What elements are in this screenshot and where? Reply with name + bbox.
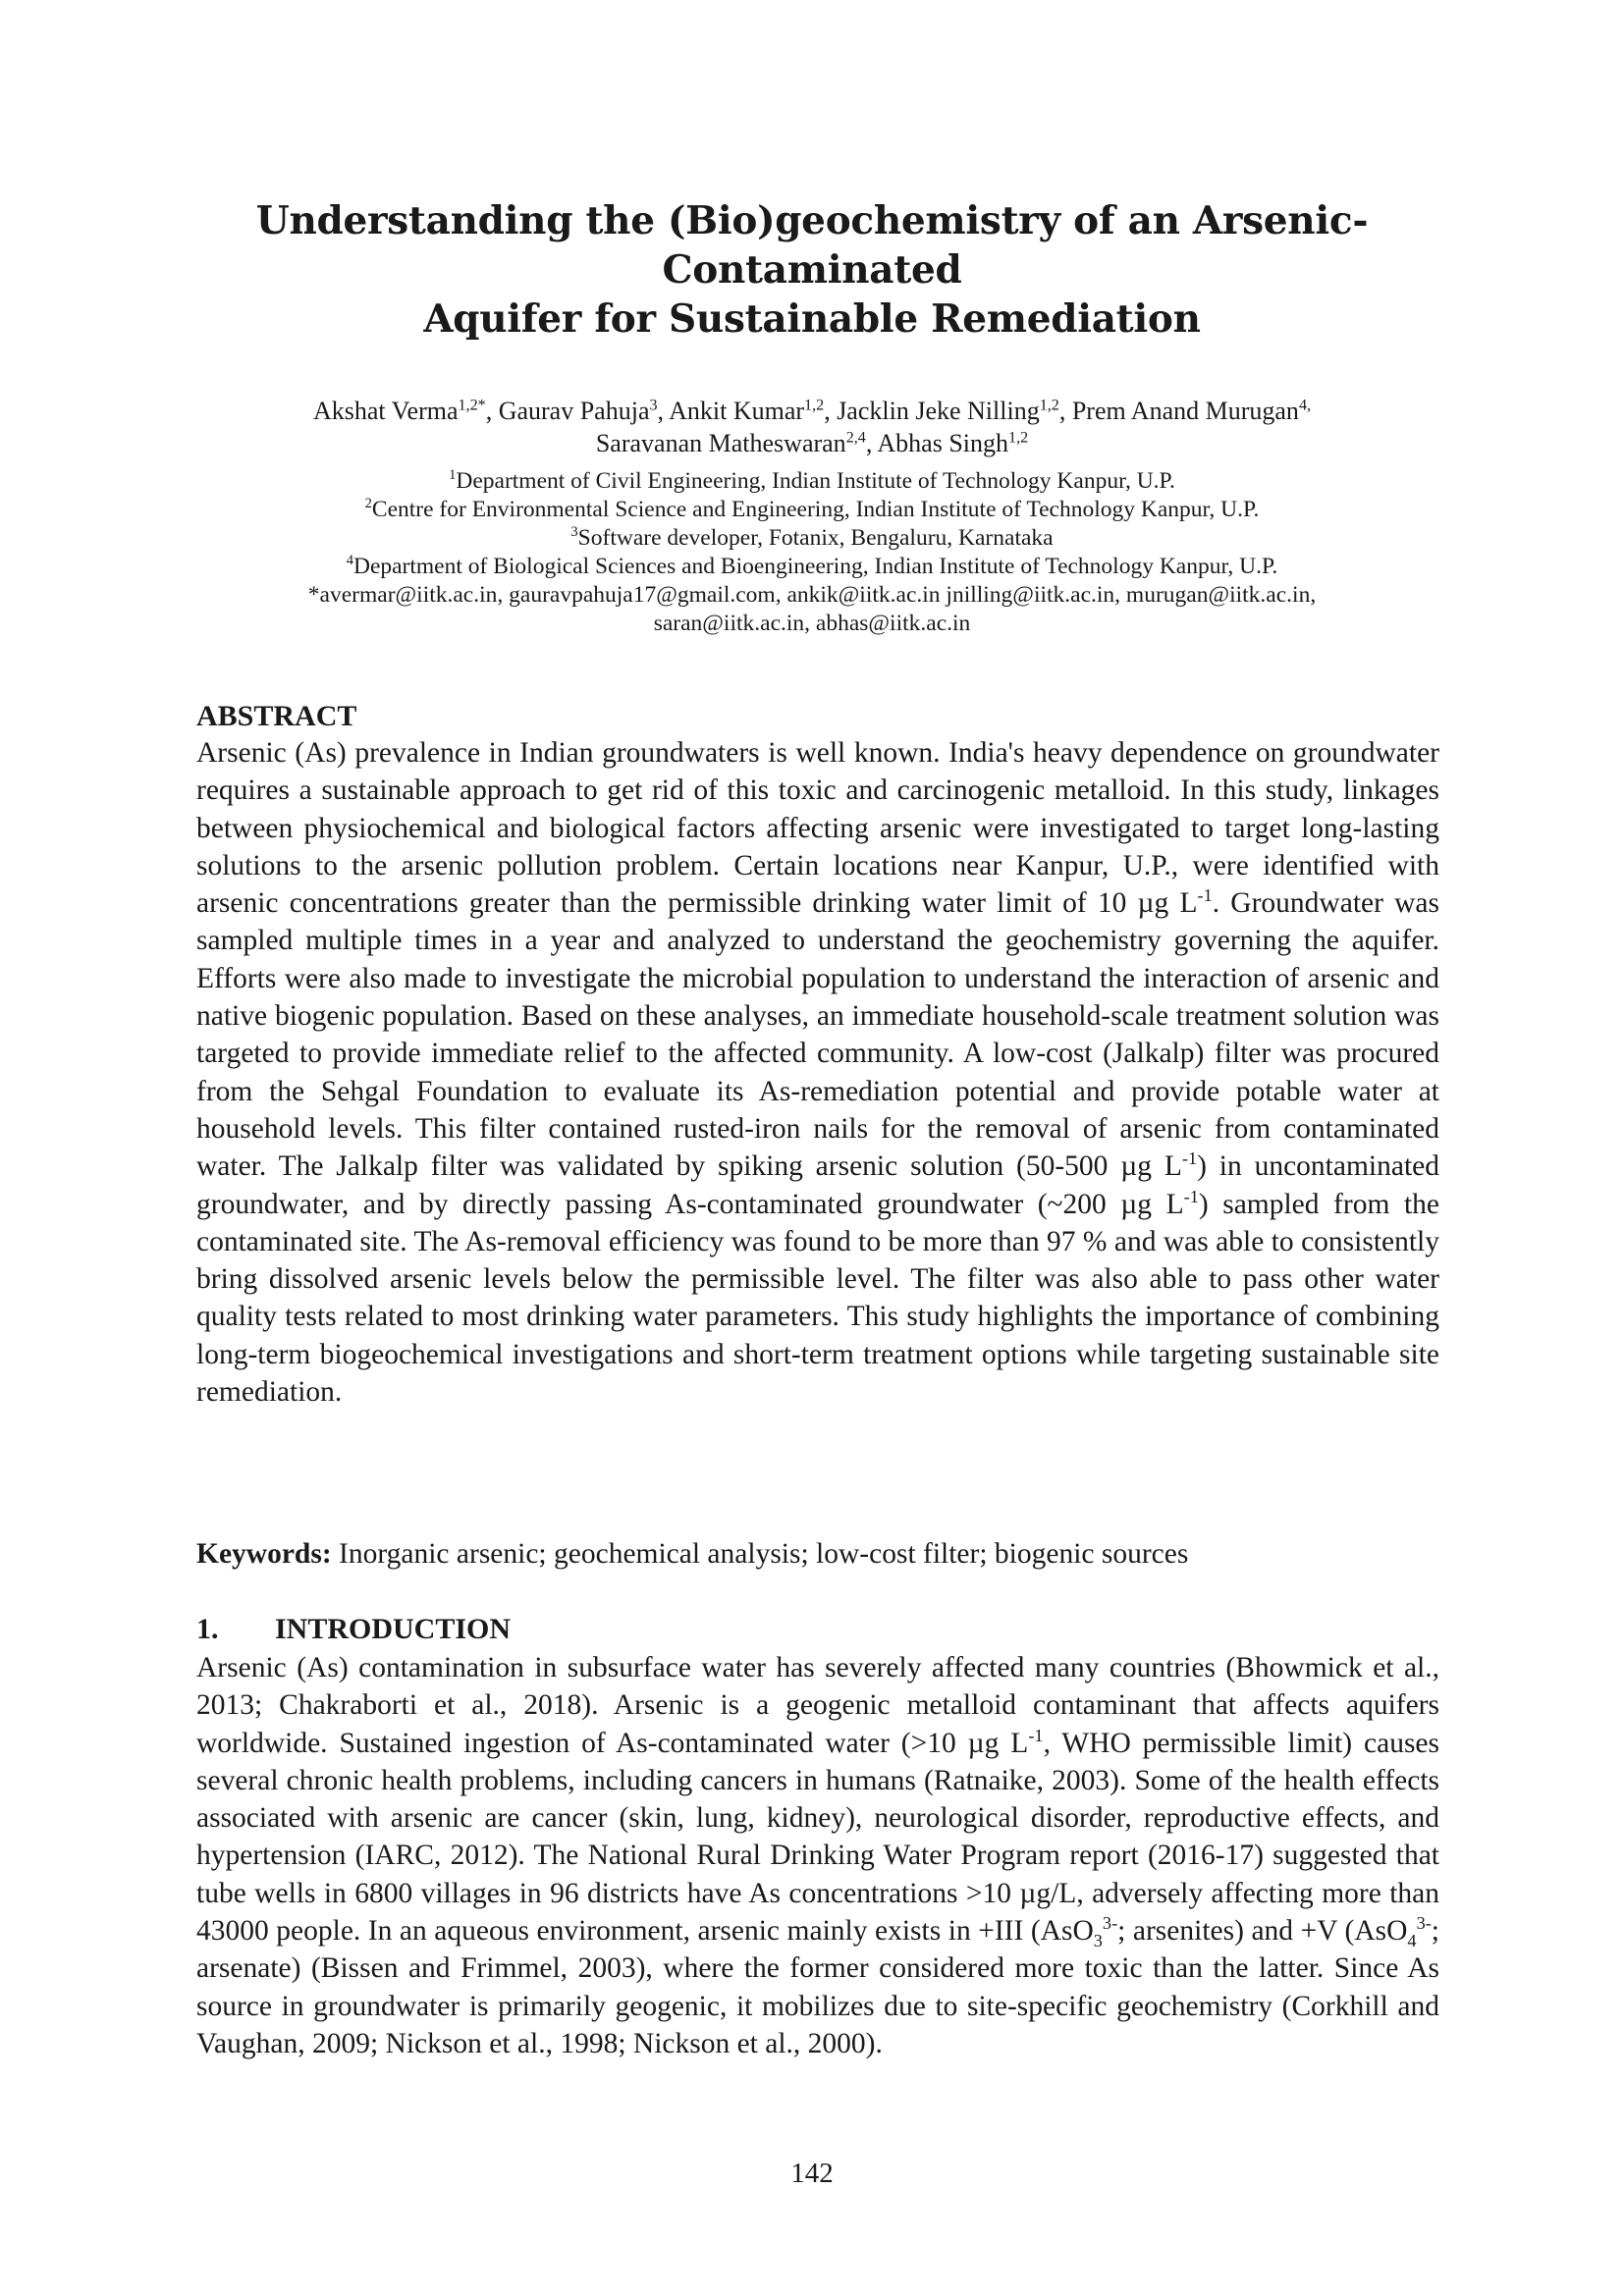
introduction-heading	[196, 1612, 511, 1647]
subscript: 3	[1093, 1930, 1103, 1950]
superscript: -1	[1183, 1186, 1199, 1206]
author-affiliation-marker: 1,2	[1008, 429, 1029, 447]
author-list	[177, 395, 1447, 459]
author-affiliation-marker: 3	[649, 397, 658, 414]
abstract-text-segment: Arsenic (As) prevalence in Indian groundwaters is well known. India's heavy dependence on groundwater requires a sustainable approach to get rid of this toxic and carcinogenic metalloid. In this study, linkages between physiochemical and biological factors affecting arsenic were investigated to target long-lasting solutions to the arsenic pollution problem. Certain locations near Kanpur, U.P., were identified with arsenic concentrations greater than the permissible drinking water limit of 10 µg L	[196, 737, 1439, 920]
abstract-text-segment: . Groundwater was sampled multiple times in a year and analyzed to understand the geochemistry governing the aquifer. Efforts were also made to investigate the microbial population to understand the interaction of arsenic and native biogenic population. Based on these analyses, an immediate household-scale treatment solution was targeted to provide immediate relief to the affected community. A low-cost (Jalkalp) filter was procured from the Sehgal Foundation to evaluate its As-remediation potential and provide potable water at household levels. This filter contained rusted-iron nails for the removal of arsenic from contaminated water. The Jalkalp filter was validated by spiking arsenic solution (50-500 µg L	[196, 887, 1439, 1183]
title-line-2: Contaminated	[662, 247, 962, 293]
email-line: *avermar@iitk.ac.in, gauravpahuja17@gmail.com, ankik@iitk.ac.in jnilling@iitk.ac.in, murugan@iitk.ac.in,	[307, 582, 1317, 608]
affiliation-text: Department of Civil Engineering, Indian Institute of Technology Kanpur, U.P.	[456, 468, 1175, 494]
affiliation-marker: 2	[364, 496, 372, 512]
author-affiliation-marker: 2,4	[845, 429, 866, 447]
affiliation-text: Software developer, Fotanix, Bengaluru, Karnataka	[577, 525, 1054, 551]
paper-title	[196, 196, 1428, 344]
superscript: -1	[1181, 1148, 1198, 1169]
affiliation-text: Department of Biological Sciences and Bioengineering, Indian Institute of Technology Kanpur, U.P.	[352, 554, 1278, 579]
keywords-text: Inorganic arsenic; geochemical analysis; low-cost filter; biogenic sources	[331, 1538, 1189, 1570]
keywords-line	[196, 1536, 1439, 1572]
intro-text-segment: ; arsenites) and +V (AsO	[1117, 1915, 1408, 1948]
author-name: , Abhas Singh	[865, 429, 1009, 457]
subscript: 4	[1407, 1930, 1417, 1950]
affiliation-line	[177, 467, 1447, 496]
affiliation-marker: 4	[346, 553, 353, 569]
affiliation-text: Centre for Environmental Science and Engineering, Indian Institute of Technology Kanpur, U.P.	[371, 497, 1260, 522]
author-affiliation-marker: 4,	[1298, 397, 1312, 414]
author-name: Akshat Verma	[312, 397, 459, 425]
affiliation-line	[177, 553, 1447, 581]
affiliation-line	[177, 496, 1447, 524]
author-name: , Prem Anand Murugan	[1058, 397, 1299, 425]
title-line-3: Aquifer for Sustainable Remediation	[423, 296, 1201, 342]
abstract-text-segment: ) in uncontaminated groundwater, and by directly passing As-contaminated groundwater (~200 µg L	[196, 1150, 1439, 1220]
intro-text-segment: ; arsenate) (Bissen and Frimmel, 2003), where the former considered more toxic than the latter. Since As source in groundwater is primarily geogenic, it mobilizes due to site-specific geochemistry (Corkhill and Vaughan, 2009; Nickson et al., 1998; Nickson et al., 2000).	[196, 1915, 1439, 2059]
author-name: Saravanan Matheswaran	[595, 429, 846, 457]
affiliation-marker: 1	[449, 467, 457, 484]
superscript: -1	[1197, 885, 1213, 906]
author-affiliation-marker: 1,2	[1039, 397, 1059, 414]
title-line-1: Understanding the (Bio)geochemistry of an Arsenic-	[255, 198, 1369, 243]
section-title: INTRODUCTION	[275, 1613, 512, 1645]
author-name: , Jacklin Jeke Nilling	[824, 397, 1040, 425]
author-name: , Gaurav Pahuja	[485, 397, 650, 425]
abstract-paragraph	[196, 734, 1439, 1411]
superscript: 3-	[1416, 1913, 1432, 1934]
page-number: 142	[790, 2158, 834, 2189]
affiliations	[177, 467, 1447, 638]
intro-text-segment: , WHO permissible limit) causes several chronic health problems, including cancers in humans (Ratnaike, 2003). Some of the health effects associated with arsenic are cancer (skin, lung, kidney), neurological disorder, reproductive effects, and hypertension (IARC, 2012). The National Rural Drinking Water Program report (2016-17) suggested that tube wells in 6800 villages in 96 districts have As concentrations >10 µg/L, adversely affecting more than 43000 people. In an aqueous environment, arsenic mainly exists in +III (AsO	[196, 1727, 1440, 1948]
affiliation-line	[177, 524, 1447, 553]
section-number: 1.	[196, 1613, 219, 1645]
superscript: -1	[1028, 1725, 1044, 1745]
abstract-text-segment: ) sampled from the contaminated site. The As-removal efficiency was found to be more than 97 % and was able to consistently bring dissolved arsenic levels below the permissible level. The filter was also able to pass other water quality tests related to most drinking water parameters. This study highlights the importance of combining long-term biogeochemical investigations and short-term treatment options while targeting sustainable site remediation.	[196, 1188, 1439, 1409]
author-name: , Ankit Kumar	[657, 397, 805, 425]
abstract-heading: ABSTRACT	[196, 700, 357, 732]
author-affiliation-marker: 1,2	[804, 397, 825, 414]
affiliation-marker: 3	[570, 524, 578, 541]
intro-text-segment: Arsenic (As) contamination in subsurface water has severely affected many countries (Bhowmick et al., 2013; Chakraborti et al., 2018). Arsenic is a geogenic metalloid contaminant that affects aquifers worldwide. Sustained ingestion of As-contaminated water (>10 µg L	[196, 1652, 1439, 1759]
superscript: 3-	[1102, 1913, 1118, 1934]
introduction-paragraph	[196, 1649, 1439, 2062]
email-line: saran@iitk.ac.in, abhas@iitk.ac.in	[653, 611, 971, 636]
author-affiliation-marker: 1,2*	[458, 397, 486, 414]
keywords-label: Keywords:	[196, 1538, 332, 1570]
